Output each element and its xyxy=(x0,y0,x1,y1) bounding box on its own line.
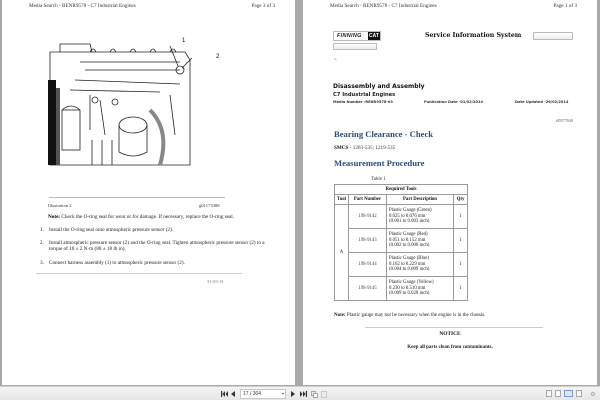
illustration-divider xyxy=(49,197,225,198)
notice-divider xyxy=(365,327,543,328)
media-number: Media Number -RENR9578-03 xyxy=(333,100,393,104)
section-title: Bearing Clearance - Check xyxy=(334,129,434,139)
desc-mm: 0.051 to 0.152 mm xyxy=(389,237,426,243)
finning-logo-text: FINNING xyxy=(337,33,362,39)
desc-name: Plastic Gauge (Blue) xyxy=(389,256,429,262)
callout-2: 2 xyxy=(216,54,220,60)
part-number: 198-9143 xyxy=(349,229,387,253)
step-3 xyxy=(40,260,279,266)
two-page-view-icon[interactable] xyxy=(564,390,573,397)
callout-1: 1 xyxy=(182,38,186,44)
two-page-continuous-view-icon[interactable] xyxy=(576,390,582,397)
cat-logo: CAT xyxy=(369,33,379,39)
pdf-page-left xyxy=(2,0,295,385)
page-number-input[interactable] xyxy=(240,389,286,399)
copy-page-icon[interactable] xyxy=(310,390,318,398)
dropdown-arrow-icon[interactable]: ▾ xyxy=(281,391,284,396)
part-number: 198-9144 xyxy=(349,253,387,277)
note-paragraph xyxy=(334,313,485,318)
col-header-qty: Qty xyxy=(454,195,468,205)
qty: 1 xyxy=(454,205,468,229)
step-text: Connect harness assembly (1) to atmospheric pressure sensor (2). xyxy=(49,260,185,266)
page-number-value: 17 / 304 xyxy=(243,391,262,397)
part-description xyxy=(387,253,454,277)
part-description xyxy=(387,277,454,301)
first-page-icon[interactable] xyxy=(220,390,228,398)
tool-group: A xyxy=(335,205,349,301)
step-2 xyxy=(40,240,279,253)
note-label: Note: xyxy=(48,214,61,220)
smcs-label: SMCS xyxy=(334,145,349,151)
table-row xyxy=(335,205,468,229)
search-field[interactable] xyxy=(533,32,573,40)
qty: 1 xyxy=(454,229,468,253)
document-ref-id: i05577040 xyxy=(555,118,573,123)
desc-mm: 0.102 to 0.229 mm xyxy=(389,261,426,267)
step-number: 2. xyxy=(40,240,44,246)
fit-page-icon[interactable] xyxy=(320,390,328,398)
step-text: Install atmospheric pressure sensor (2) and the O-ring seal. Tighten atmospheric pressure sensor (2) to a torque of 10 ± 2 N·m (88 ± 18 lb in). xyxy=(49,240,265,253)
note-paragraph xyxy=(48,214,288,221)
footer-date: 31-03-31 xyxy=(207,279,224,284)
step-1 xyxy=(40,227,279,233)
table-title: Required Tools xyxy=(335,185,468,195)
language-select[interactable] xyxy=(333,43,377,50)
step-number: 3. xyxy=(40,260,44,266)
required-tools-table xyxy=(334,184,468,301)
part-number: 198-9142 xyxy=(349,205,387,229)
part-description xyxy=(387,229,454,253)
part-number: 198-9145 xyxy=(349,277,387,301)
last-page-icon[interactable] xyxy=(299,390,307,398)
step-text: Install the O-ring seal onto atmospheric pressure sensor (2). xyxy=(49,227,174,233)
single-page-view-icon[interactable] xyxy=(546,390,552,397)
illustration-ref: g01173388 xyxy=(199,203,220,208)
part-description xyxy=(387,205,454,229)
page-header-title: Media Search - RENR9578 - C7 Industrial Engines xyxy=(330,3,437,9)
step-number: 1. xyxy=(40,227,44,233)
document-subtitle: C7 Industrial Engines xyxy=(333,92,396,98)
table-row xyxy=(335,277,468,301)
desc-name: Plastic Gauge (Red) xyxy=(389,232,428,238)
note-text: Plastic gauge may not be necessary when the engine is in the chassis. xyxy=(346,313,486,318)
footer-divider xyxy=(36,273,242,274)
table-row xyxy=(335,253,468,277)
desc-name: Plastic Gauge (Green) xyxy=(389,208,432,214)
notice-title: NOTICE xyxy=(439,331,461,337)
col-header-part-number: Part Number xyxy=(349,195,387,205)
illustration-label: Illustration 2 xyxy=(48,203,72,208)
desc-mm: 0.025 to 0.076 mm xyxy=(389,213,426,219)
desc-inch: (0.009 to 0.020 inch) xyxy=(389,291,430,297)
finning-cat-logo xyxy=(333,31,381,41)
table-caption: Table 1 xyxy=(371,177,386,182)
note-text: Check the O-ring seal for wear or for damage. If necessary, replace the O-ring seal. xyxy=(61,214,235,220)
desc-inch: (0.001 to 0.003 inch) xyxy=(389,219,430,225)
pdf-page-right xyxy=(303,0,597,385)
desc-inch: (0.004 to 0.009 inch) xyxy=(389,267,430,273)
document-title: Disassembly and Assembly xyxy=(333,83,425,90)
back-link[interactable]: < xyxy=(334,58,337,63)
navigation-toolbar xyxy=(0,386,600,400)
publication-date: Publication Date -01/02/2014 xyxy=(424,100,483,104)
notice-text: Keep all parts clean from contaminants. xyxy=(407,345,493,350)
qty: 1 xyxy=(454,253,468,277)
smcs-value: - 1203-535; 1219-535 xyxy=(348,145,396,151)
engine-illustration xyxy=(30,40,208,188)
note-label: Note: xyxy=(334,313,346,318)
page-header-number: Page 3 of 3 xyxy=(251,3,275,9)
page-header-number: Page 1 of 3 xyxy=(553,3,577,9)
settings-gear-icon[interactable]: ⚙ xyxy=(590,390,596,398)
smcs-code xyxy=(334,145,395,151)
next-page-icon[interactable] xyxy=(290,390,296,398)
procedure-title: Measurement Procedure xyxy=(334,158,425,168)
table-row xyxy=(335,229,468,253)
col-header-part-description: Part Description xyxy=(387,195,454,205)
desc-inch: (0.002 to 0.006 inch) xyxy=(389,243,430,249)
qty: 1 xyxy=(454,277,468,301)
previous-page-icon[interactable] xyxy=(230,390,236,398)
continuous-view-icon[interactable] xyxy=(555,390,561,397)
page-header-title: Media Search - RENR9578 - C7 Industrial Engines xyxy=(29,3,136,9)
col-header-tool: Tool xyxy=(335,195,349,205)
desc-name: Plastic Gauge (Yellow) xyxy=(389,280,434,286)
date-updated: Date Updated -26/02/2014 xyxy=(515,100,569,104)
desc-mm: 0.230 to 0.510 mm xyxy=(389,285,426,291)
system-title: Service Information System xyxy=(425,32,522,39)
